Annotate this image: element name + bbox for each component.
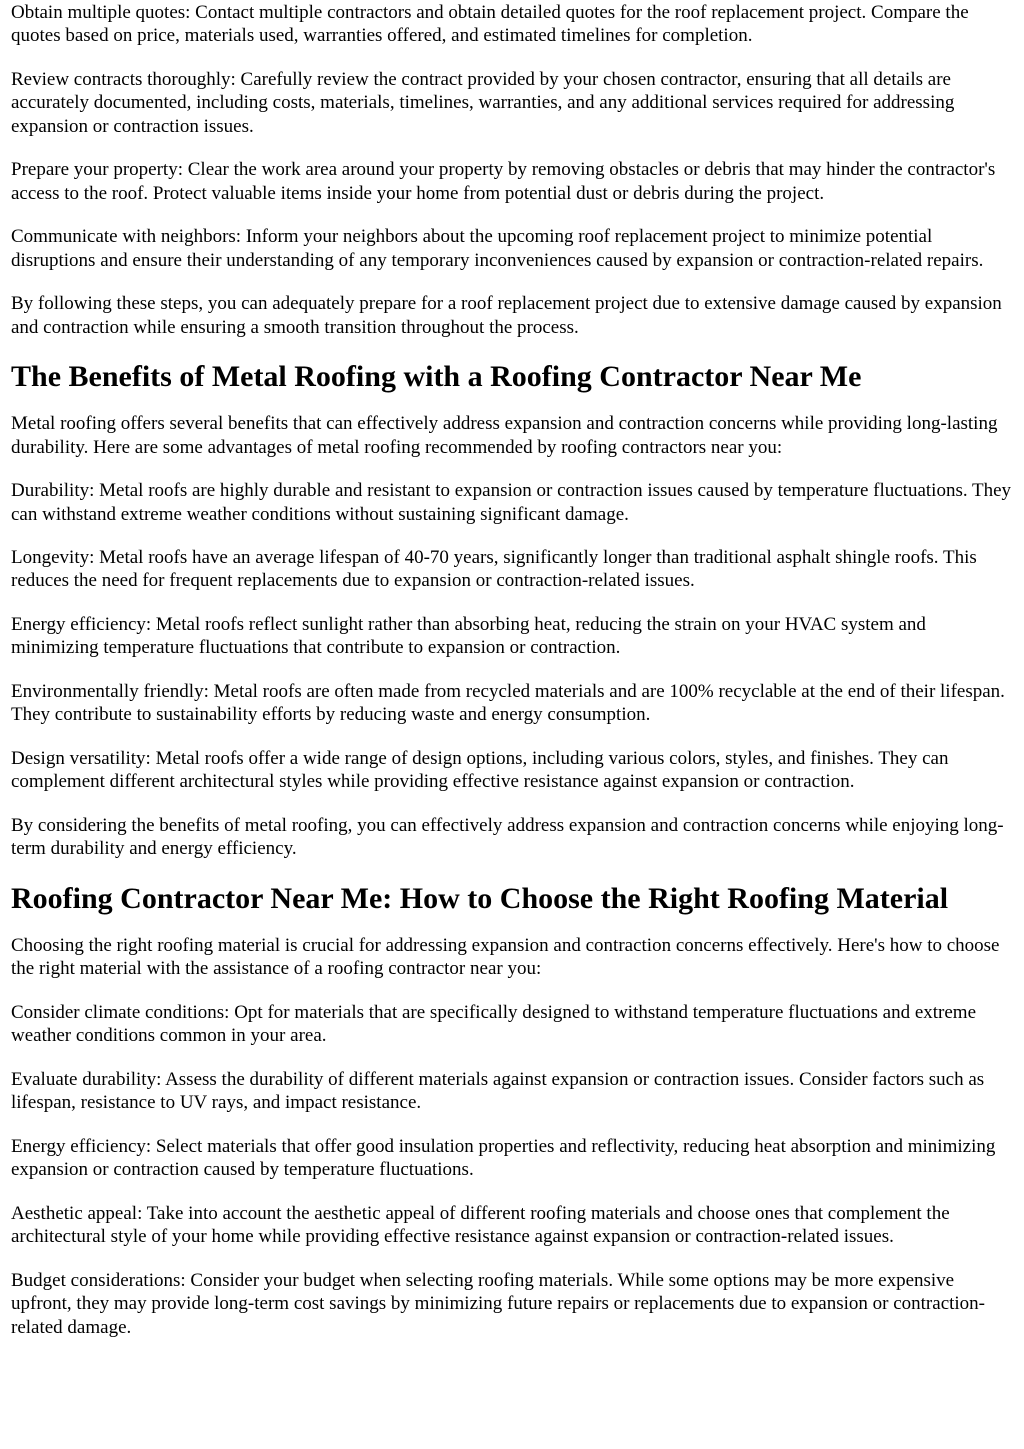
section-metal-roofing-benefits [11,359,1014,861]
paragraph-longevity: Longevity: Metal roofs have an average lifespan of 40-70 years, significantly longer than traditional asphalt shingle roofs. This reduces the need for frequent replacements due to expansion or contraction-related issues. [11,547,977,592]
paragraph-design-versatility: Design versatility: Metal roofs offer a wide range of design options, including various colors, styles, and finishes. They can complement different architectural styles while providing effective resistance against expansion or contraction. [11,748,949,793]
section-choose-roofing-material [11,881,1014,1339]
paragraph-energy-efficiency: Energy efficiency: Metal roofs reflect sunlight rather than absorbing heat, reducing the strain on your HVAC system and minimizing temperature fluctuations that contribute to expansion or contraction. [11,614,926,659]
paragraph-prep-summary: By following these steps, you can adequately prepare for a roof replacement project due to extensive damage caused by expansion and contraction while ensuring a smooth transition throughout the process. [11,293,1002,338]
paragraph-material-energy-efficiency: Energy efficiency: Select materials that offer good insulation properties and reflectivity, reducing heat absorption and minimizing expansion or contraction caused by temperature fluctuations. [11,1136,996,1181]
article-body [0,1,1024,1339]
paragraph-climate-conditions: Consider climate conditions: Opt for materials that are specifically designed to withstand temperature fluctuations and extreme weather conditions common in your area. [11,1002,977,1047]
paragraph-review-contracts: Review contracts thoroughly: Carefully review the contract provided by your chosen contractor, ensuring that all details are accurately documented, including costs, materials, timelines, warranties, and any additional services required for addressing expansion or contraction issues. [11,68,955,137]
paragraph-material-intro: Choosing the right roofing material is crucial for addressing expansion and contraction concerns effectively. Here's how to choose the right material with the assistance of a roofing contractor near you: [11,935,1000,980]
heading-metal-roofing-benefits: The Benefits of Metal Roofing with a Roofing Contractor Near Me [11,360,862,394]
paragraph-aesthetic-appeal: Aesthetic appeal: Take into account the aesthetic appeal of different roofing materials and choose ones that complement the architectural style of your home while providing effective resistance against expansion or contraction-related issues. [11,1203,950,1248]
paragraph-durability: Durability: Metal roofs are highly durable and resistant to expansion or contraction issues caused by temperature fluctuations. They can withstand extreme weather conditions without sustaining significant damage. [11,480,1012,525]
section-roof-replacement-prep [11,1,1014,339]
heading-choose-roofing-material: Roofing Contractor Near Me: How to Choose the Right Roofing Material [11,882,949,916]
paragraph-evaluate-durability: Evaluate durability: Assess the durability of different materials against expansion or contraction issues. Consider factors such as lifespan, resistance to UV rays, and impact resistance. [11,1069,985,1114]
paragraph-obtain-quotes: Obtain multiple quotes: Contact multiple contractors and obtain detailed quotes for the roof replacement project. Compare the quotes based on price, materials used, warranties offered, and estimated timelines for completion. [11,2,969,47]
paragraph-metal-intro: Metal roofing offers several benefits that can effectively address expansion and contraction concerns while providing long-lasting durability. Here are some advantages of metal roofing recommended by roofing contractors near you: [11,413,998,458]
paragraph-budget-considerations: Budget considerations: Consider your budget when selecting roofing materials. While some options may be more expensive upfront, they may provide long-term cost savings by minimizing future repairs or replacements due to expansion or contraction-related damage. [11,1270,986,1338]
paragraph-environmentally-friendly: Environmentally friendly: Metal roofs are often made from recycled materials and are 100% recyclable at the end of their lifespan. They contribute to sustainability efforts by reducing waste and energy consumption. [11,681,1005,726]
paragraph-communicate-neighbors: Communicate with neighbors: Inform your neighbors about the upcoming roof replacement project to minimize potential disruptions and ensure their understanding of any temporary inconveniences caused by expansion or contraction-related repairs. [11,226,984,271]
paragraph-prepare-property: Prepare your property: Clear the work area around your property by removing obstacles or debris that may hinder the contractor's access to the roof. Protect valuable items inside your home from potential dust or debris during the project. [11,159,996,204]
paragraph-metal-summary: By considering the benefits of metal roofing, you can effectively address expansion and contraction concerns while enjoying long-term durability and energy efficiency. [11,815,1004,860]
